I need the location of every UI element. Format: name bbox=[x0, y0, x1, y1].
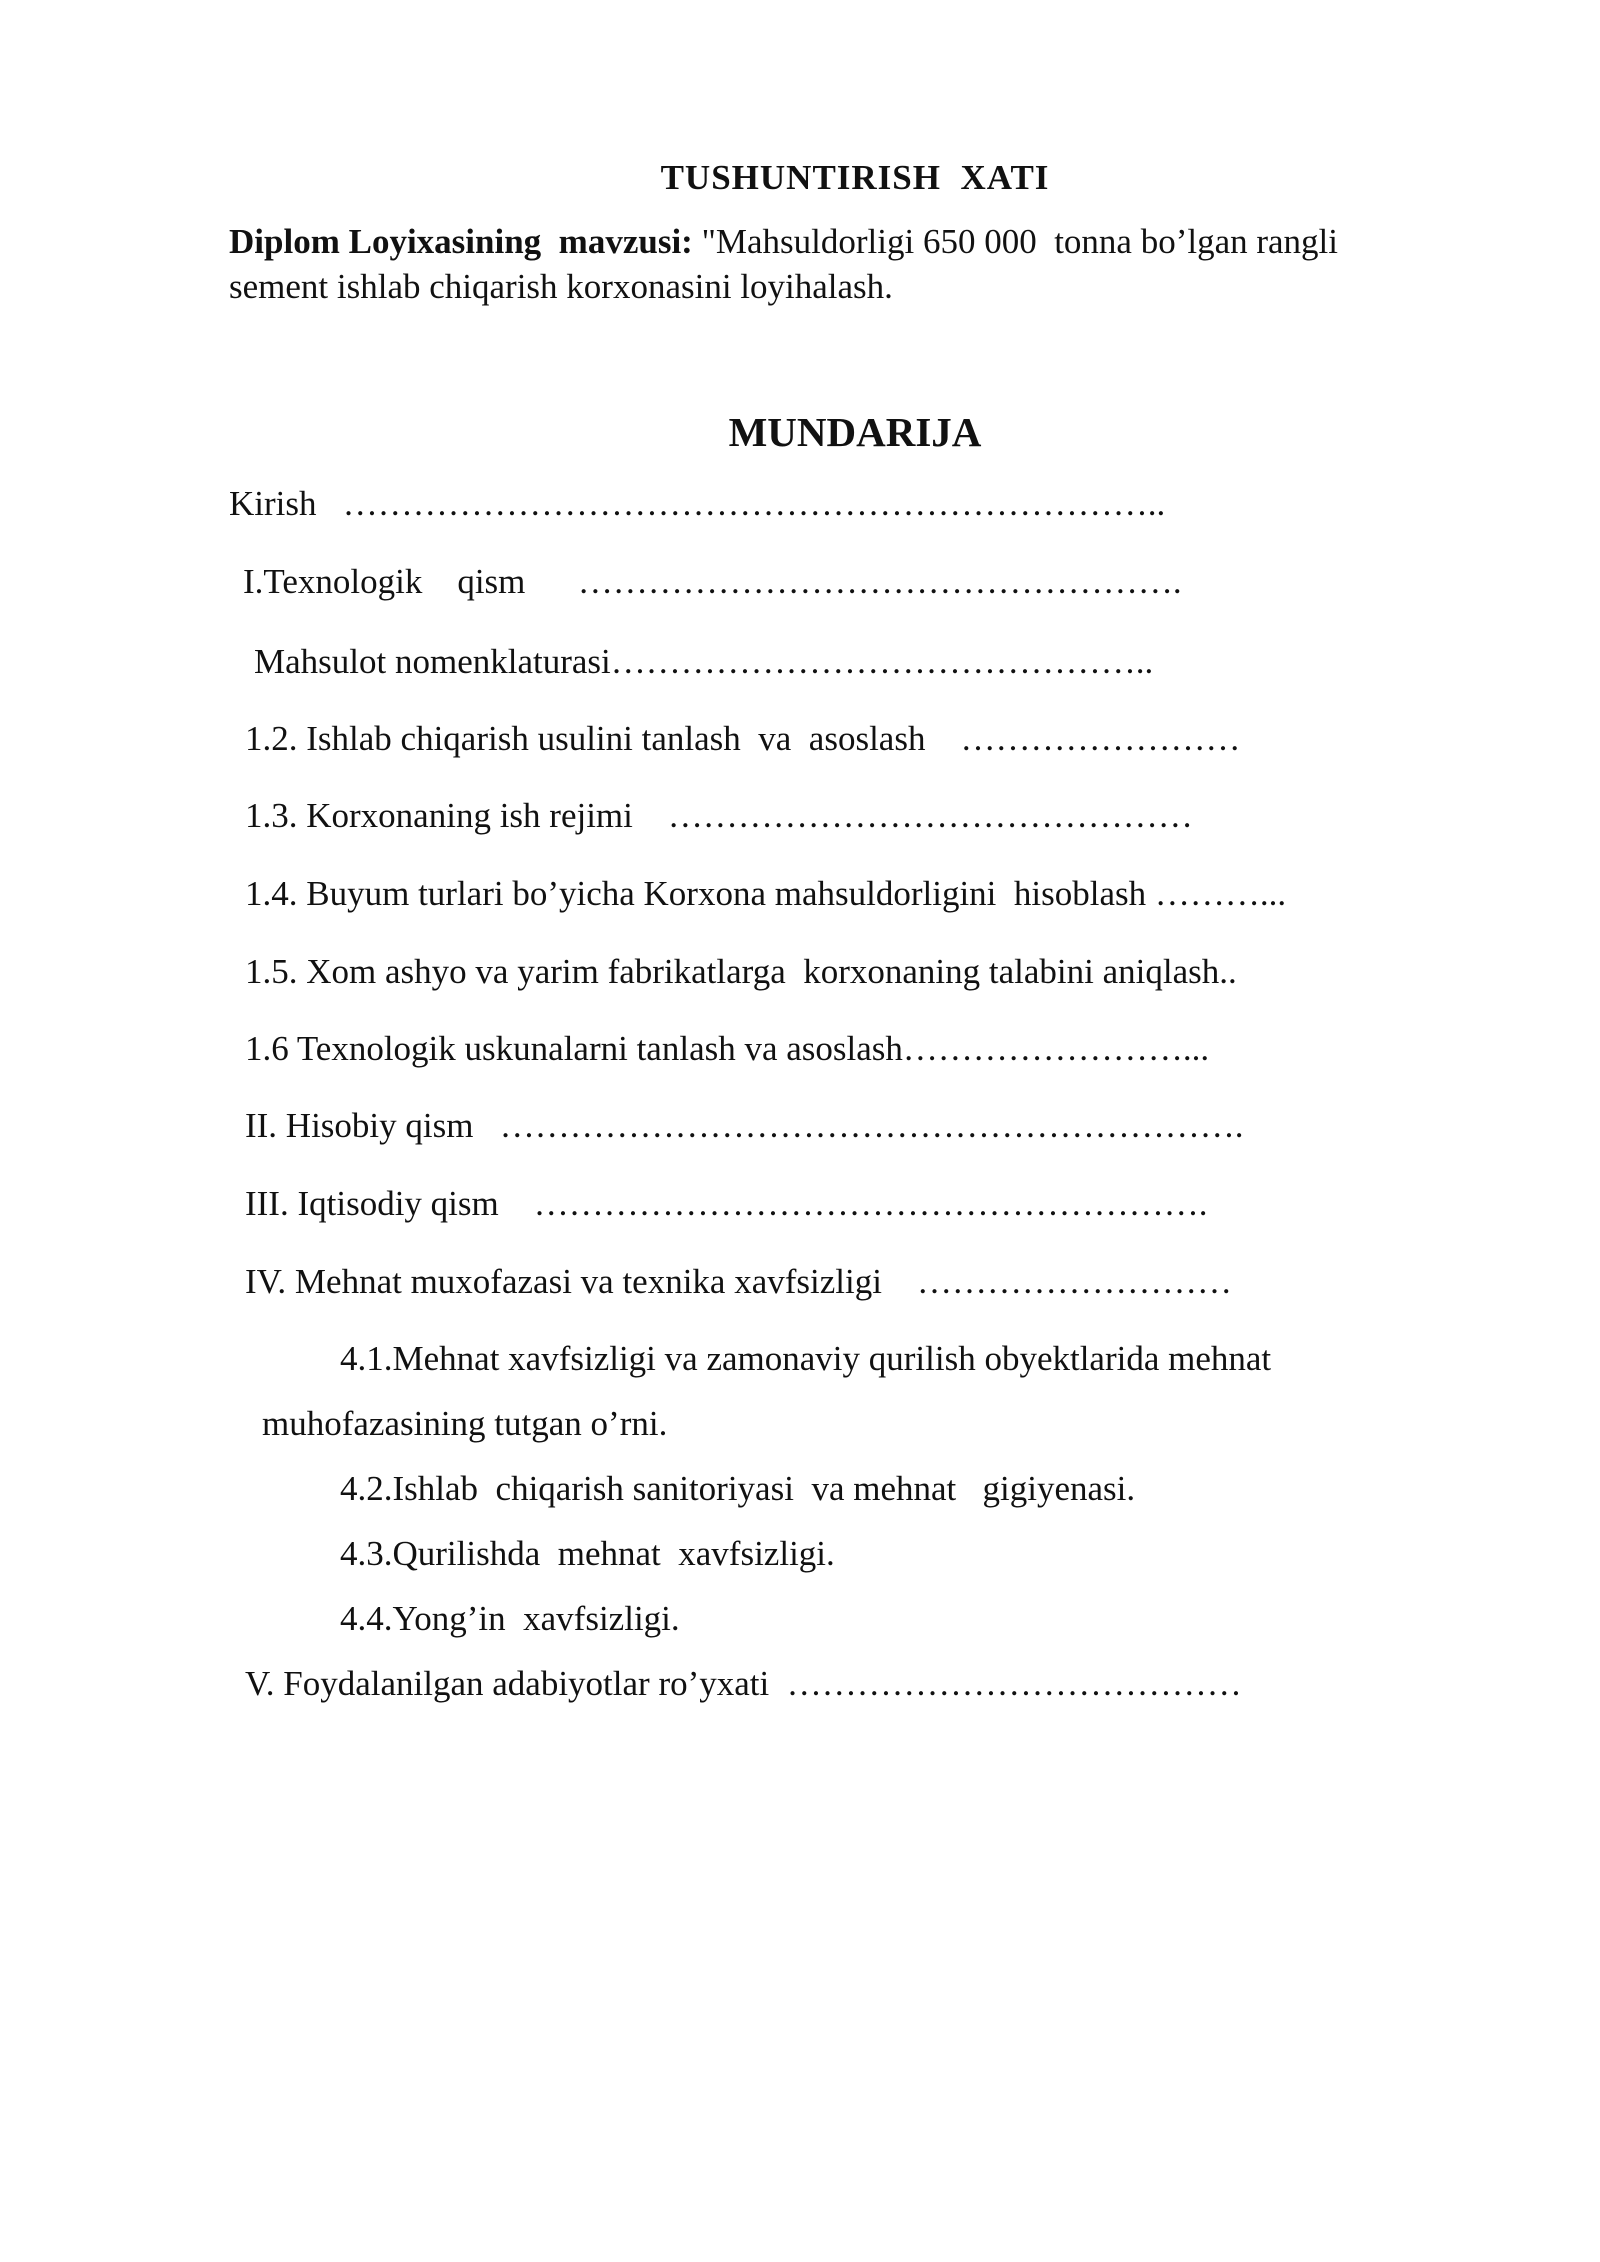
subject-line-1 bbox=[229, 224, 1338, 259]
document-title: TUSHUNTIRISH XATI bbox=[660, 158, 1050, 197]
toc-heading: MUNDARIJA bbox=[728, 409, 982, 455]
toc-entry-1-5: 1.5. Xom ashyo va yarim fabrikatlarga korxonaning talabini aniqlash.. bbox=[245, 952, 1237, 991]
toc-entry-mehnat-muxofazasi: IV. Mehnat muxofazasi va texnika xavfsizligi ……………………… bbox=[245, 1262, 1232, 1301]
toc-entry-adabiyotlar: V. Foydalanilgan adabiyotlar ro’yxati ………………………………… bbox=[245, 1664, 1242, 1703]
toc-entry-1-2: 1.2. Ishlab chiqarish usulini tanlash va asoslash …………………… bbox=[245, 719, 1241, 758]
toc-entry-mahsulot-nomenklaturasi: Mahsulot nomenklaturasi……………………………………….. bbox=[254, 642, 1154, 681]
toc-entry-4-3: 4.3.Qurilishda mehnat xavfsizligi. bbox=[340, 1534, 835, 1573]
toc-entry-texnologik-qism: I.Texnologik qism ……………………………………………. bbox=[243, 562, 1182, 601]
toc-entry-4-4: 4.4.Yong’in xavfsizligi. bbox=[340, 1599, 680, 1638]
toc-entry-1-3: 1.3. Korxonaning ish rejimi ……………………………………… bbox=[245, 796, 1193, 835]
toc-entry-4-1: 4.1.Mehnat xavfsizligi va zamonaviy qurilish obyektlarida mehnat bbox=[340, 1339, 1272, 1378]
subject-label: Diplom Loyixasining mavzusi: bbox=[229, 222, 693, 261]
toc-entry-iqtisodiy-qism: III. Iqtisodiy qism …………………………………………………. bbox=[245, 1184, 1208, 1223]
toc-entry-1-6: 1.6 Texnologik uskunalarni tanlash va asoslash……………………... bbox=[245, 1029, 1210, 1068]
toc-entry-hisobiy-qism: II. Hisobiy qism ………………………………………………………. bbox=[245, 1106, 1244, 1145]
subject-text-line2: sement ishlab chiqarish korxonasini loyihalash. bbox=[229, 267, 893, 306]
toc-entry-4-2: 4.2.Ishlab chiqarish sanitoriyasi va mehnat gigiyenasi. bbox=[340, 1469, 1136, 1508]
toc-entry-kirish: Kirish …………………………………………………………….. bbox=[229, 484, 1166, 523]
toc-entry-4-1-continued: muhofazasining tutgan o’rni. bbox=[262, 1404, 668, 1443]
toc-entry-1-4: 1.4. Buyum turlari bo’yicha Korxona mahsuldorligini hisoblash ………... bbox=[245, 874, 1287, 913]
subject-text-line1: "Mahsuldorligi 650 000 tonna bo’lgan rangli bbox=[692, 222, 1339, 261]
